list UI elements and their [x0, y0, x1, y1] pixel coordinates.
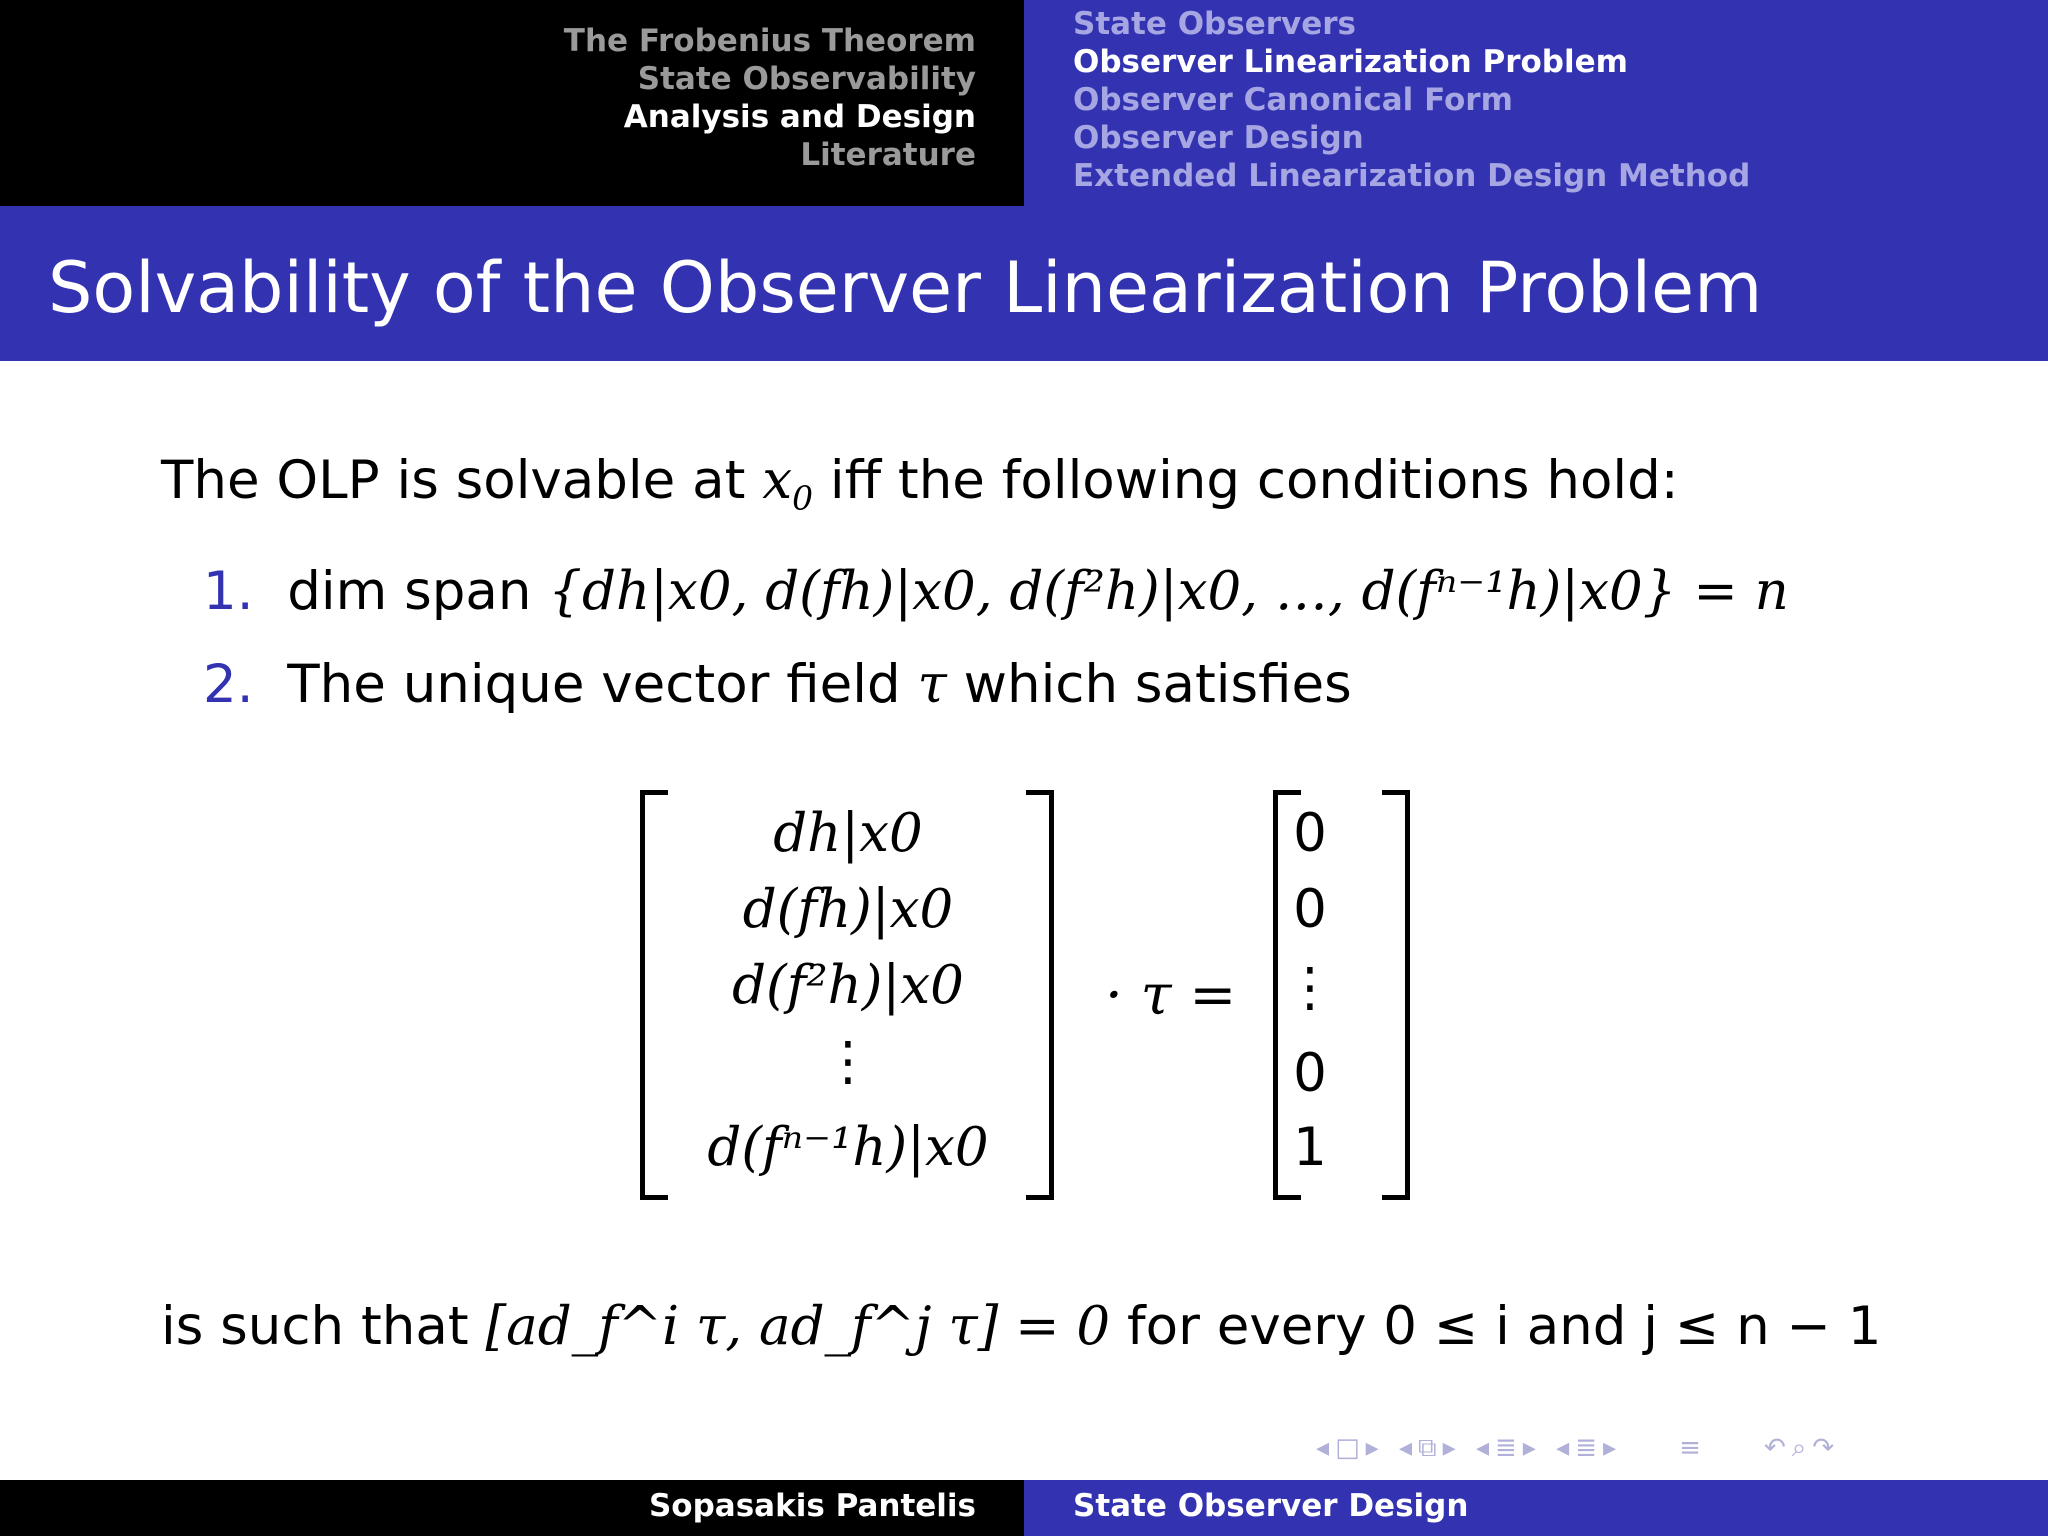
nav-next-frame-icon[interactable]: ▸ [1365, 1433, 1385, 1463]
item-2-text-before: The unique vector field [287, 654, 918, 715]
nav-subsection-extended-linearization[interactable]: Extended Linearization Design Method [1073, 158, 1751, 194]
nav-subsection-olp[interactable]: Observer Linearization Problem [1073, 44, 1628, 80]
rhs-row-2: 0 [1293, 879, 1327, 940]
nav-next-part-icon[interactable]: ▸ [1602, 1433, 1623, 1463]
subsection-list [1073, 5, 1750, 195]
dot-tau-equals: · τ = [1105, 963, 1237, 1028]
lhs-row-3: d(f²h)|x0 [732, 955, 964, 1016]
rhs-right-bracket [1382, 790, 1410, 1200]
footer-author-bar [0, 1480, 1024, 1536]
nav-subsection-canonical-form[interactable]: Observer Canonical Form [1073, 82, 1513, 118]
nav-back-icon[interactable]: ↶ [1763, 1433, 1792, 1463]
conclusion-prefix: is such that [161, 1296, 486, 1357]
nav-section-icon[interactable]: ≣ [1495, 1433, 1523, 1463]
rhs-row-4: 0 [1293, 1043, 1327, 1104]
nav-doc-icon[interactable]: ≡ [1679, 1433, 1707, 1463]
conclusion-text: for every 0 ≤ i and j ≤ n − 1 [1110, 1296, 1882, 1357]
condition-item-1 [203, 560, 1789, 624]
section-navigation [0, 0, 1024, 206]
nav-next-subsection-icon[interactable]: ▸ [1442, 1433, 1462, 1463]
lhs-right-bracket [1026, 790, 1054, 1200]
item-1-formula: {dh|x0, d(fh)|x0, d(f²h)|x0, …, d(fⁿ⁻¹h)|x0} = n [548, 561, 1789, 622]
nav-next-section-icon[interactable]: ▸ [1522, 1433, 1542, 1463]
lhs-row-vdots: ⋮ [821, 1031, 875, 1092]
nav-part-icon[interactable]: ≣ [1575, 1433, 1603, 1463]
nav-prev-subsection-icon[interactable]: ◂ [1398, 1433, 1419, 1463]
intro-text-before: The OLP is solvable at [161, 450, 763, 511]
lhs-row-2: d(fh)|x0 [742, 879, 954, 940]
intro-variable: x [762, 450, 793, 511]
search-icon[interactable]: ⌕ [1791, 1433, 1813, 1463]
nav-subsection-icon[interactable]: ⧉ [1418, 1433, 1443, 1463]
nav-section-literature[interactable]: Literature [800, 137, 976, 173]
footer-title-bar [1024, 1480, 2048, 1536]
item-1-prefix: dim span [287, 561, 549, 622]
lhs-left-bracket [640, 790, 668, 1200]
nav-prev-section-icon[interactable]: ◂ [1475, 1433, 1495, 1463]
nav-section-frobenius[interactable]: The Frobenius Theorem [563, 23, 976, 59]
matrix-equation [640, 790, 1410, 1200]
lhs-row-5: d(fⁿ⁻¹h)|x0 [707, 1117, 989, 1178]
condition-item-2 [203, 653, 1352, 717]
rhs-row-vdots: ⋮ [1283, 957, 1337, 1018]
item-1-number: 1. [203, 561, 254, 622]
nav-section-analysis-design[interactable]: Analysis and Design [623, 99, 976, 135]
item-2-tau-symbol: τ [917, 654, 947, 715]
frame-title-bar [0, 206, 2048, 361]
rhs-row-5: 1 [1293, 1117, 1327, 1178]
lhs-row-1: dh|x0 [773, 803, 923, 864]
nav-subsection-state-observers[interactable]: State Observers [1073, 6, 1356, 42]
item-2-text-after: which satisfies [946, 654, 1352, 715]
conclusion-sentence [161, 1295, 1882, 1359]
intro-text-after: iff the following conditions hold: [813, 450, 1679, 511]
footer-short-title: State Observer Design [1073, 1488, 1469, 1524]
nav-prev-frame-icon[interactable]: ◂ [1316, 1433, 1336, 1463]
nav-section-observability[interactable]: State Observability [637, 61, 976, 97]
nav-subsection-observer-design[interactable]: Observer Design [1073, 120, 1364, 156]
section-list [564, 22, 976, 174]
item-2-number: 2. [203, 654, 254, 715]
intro-sentence [161, 449, 1679, 531]
footer-author: Sopasakis Pantelis [648, 1488, 976, 1524]
nav-forward-icon[interactable]: ↷ [1812, 1433, 1841, 1463]
nav-prev-part-icon[interactable]: ◂ [1556, 1433, 1576, 1463]
subsection-navigation [1024, 0, 2048, 206]
nav-frame-icon[interactable]: □ [1335, 1433, 1366, 1463]
beamer-navigation-symbols [1316, 1433, 1840, 1464]
conclusion-lie-bracket: [ad_f^i τ, ad_f^j τ] = 0 [485, 1296, 1111, 1357]
rhs-row-1: 0 [1293, 803, 1327, 864]
intro-variable-subscript: 0 [792, 478, 813, 518]
frame-title: Solvability of the Observer Linearization Problem [48, 247, 1763, 329]
